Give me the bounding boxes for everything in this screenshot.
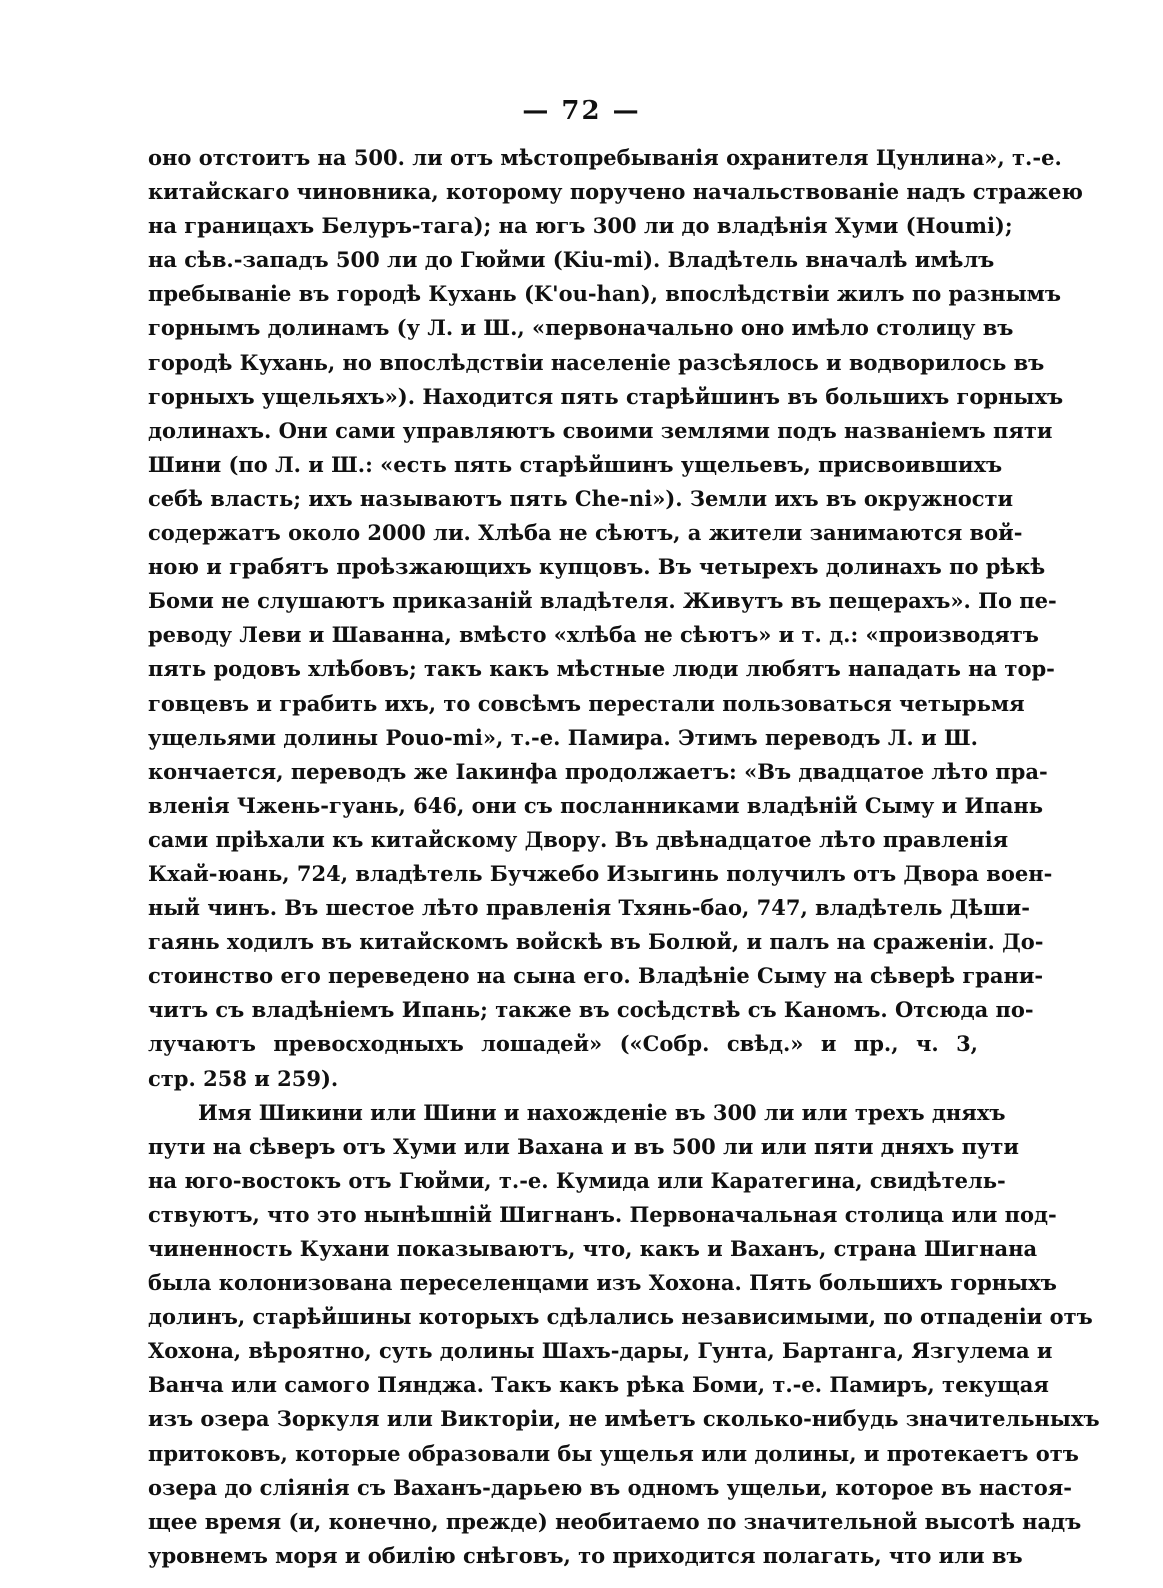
text-line: китайскаго чиновника, которому поручено начальствованіе надъ стражею xyxy=(148,179,1083,205)
text-line: была колонизована переселенцами изъ Хохона. Пять большихъ горныхъ xyxy=(148,1270,1057,1296)
text-line: долинахъ. Они сами управляютъ своими землями подъ названіемъ пяти xyxy=(148,417,1053,443)
text-line: на юго-востокъ отъ Гюйми, т.-е. Кумида или Каратегина, свидѣтель- xyxy=(148,1167,1006,1193)
text-line: себѣ власть; ихъ называютъ пять Che-ni»). Земли ихъ въ окружности xyxy=(148,485,1014,511)
text-line: Ванча или самого Пянджа. Такъ какъ рѣка Боми, т.-е. Памиръ, текущая xyxy=(148,1372,1049,1398)
text-line: озера до сліянія съ Ваханъ-дарьею въ одномъ ущельи, которое въ настоя- xyxy=(148,1474,1072,1500)
text-line: кончается, переводъ же Іакинфа продолжаетъ: «Въ двадцатое лѣто пра- xyxy=(148,758,1048,784)
paragraph-last-line: стр. 258 и 259). xyxy=(148,1065,339,1091)
text-line: городѣ Кухань, но впослѣдствіи населеніе разсѣялось и водворилось въ xyxy=(148,349,1045,375)
text-line: долинъ, старѣйшины которыхъ сдѣлались независимыми, по отпаденіи отъ xyxy=(148,1304,1093,1330)
text-line: гаянь ходилъ въ китайскомъ войскѣ въ Болюй, и палъ на сраженіи. До- xyxy=(148,929,1044,955)
text-line: пребываніе въ городѣ Кухань (K'ou-han), впослѣдствіи жилъ по разнымъ xyxy=(148,281,1061,307)
text-line: стоинство его переведено на сына его. Владѣніе Сыму на сѣверѣ грани- xyxy=(148,963,1044,989)
text-line: чиненность Кухани показываютъ, что, какъ и Ваханъ, страна Шигнана xyxy=(148,1236,1038,1261)
text-line: оно отстоитъ на 500. ли отъ мѣстопребыванія охранителя Цунлина», т.-е. xyxy=(148,145,1062,170)
text-line: ствуютъ, что это нынѣшній Шигнанъ. Первоначальная столица или под- xyxy=(148,1201,1057,1227)
page-number: — 72 — xyxy=(522,96,641,126)
text-line: притоковъ, которые образовали бы ущелья или долины, и протекаетъ отъ xyxy=(148,1440,1079,1466)
text-line: вленія Чжень-гуань, 646, они съ посланниками владѣній Сыму и Ипань xyxy=(148,792,1043,818)
text-line: пять родовъ хлѣбовъ; такъ какъ мѣстные люди любятъ нападать на тор- xyxy=(148,656,1055,682)
text-line: реводу Леви и Шаванна, вмѣсто «хлѣба не сѣютъ» и т. д.: «производятъ xyxy=(148,622,1039,648)
text-line: сами пріѣхали къ китайскому Двору. Въ двѣнадцатое лѣто правленія xyxy=(148,826,1009,852)
text-line: читъ съ владѣніемъ Ипань; также въ сосѣдствѣ съ Каномъ. Отсюда по- xyxy=(148,997,1034,1023)
text-line: ною и грабятъ проѣзжающихъ купцовъ. Въ четырехъ долинахъ по рѣкѣ xyxy=(148,554,1046,580)
text-line: щее время (и, конечно, прежде) необитаемо по значительной высотѣ надъ xyxy=(148,1508,1082,1534)
paragraph-first-line: Имя Шикини или Шини и нахожденіе въ 300 ли или трехъ дняхъ xyxy=(198,1099,1006,1125)
body-text xyxy=(148,141,1100,1573)
text-line: на сѣв.-западъ 500 ли до Гюйми (Kiu-mi). Владѣтель вначалѣ имѣлъ xyxy=(148,247,995,273)
text-line: изъ озера Зоркуля или Викторіи, не имѣетъ сколько-нибудь значительныхъ xyxy=(148,1406,1100,1432)
text-line: лучаютъ превосходныхъ лошадей» («Собр. свѣд.» и пр., ч. 3, xyxy=(148,1031,978,1057)
text-line: Боми не слушаютъ приказаній владѣтеля. Живутъ въ пещерахъ». По пе- xyxy=(148,588,1057,614)
text-line: горнымъ долинамъ (у Л. и Ш., «первоначально оно имѣло столицу въ xyxy=(148,315,1014,341)
text-line: ущельями долины Pouo-mi», т.-е. Памира. Этимъ переводъ Л. и Ш. xyxy=(148,724,978,750)
text-line: говцевъ и грабить ихъ, то совсѣмъ перестали пользоваться четырьмя xyxy=(148,690,1025,716)
text-line: Хохона, вѣроятно, суть долины Шахъ-дары, Гунта, Бартанга, Язгулема и xyxy=(148,1338,1053,1364)
text-line: горныхъ ущельяхъ»). Находится пять старѣйшинъ въ большихъ горныхъ xyxy=(148,383,1064,409)
text-line: пути на сѣверъ отъ Хуми или Вахана и въ 500 ли или пяти дняхъ пути xyxy=(148,1133,1019,1159)
text-line: содержатъ около 2000 ли. Хлѣба не сѣютъ, а жители занимаются вой- xyxy=(148,520,1023,546)
text-line: ный чинъ. Въ шестое лѣто правленія Тхянь-бао, 747, владѣтель Дѣши- xyxy=(148,895,1030,921)
text-line: на границахъ Белуръ-тага); на югъ 300 ли до владѣнія Хуми (Houmi); xyxy=(148,213,1013,239)
text-line: уровнемъ моря и обилію снѣговъ, то приходится полагать, что или въ xyxy=(148,1542,1023,1568)
text-line: Шини (по Л. и Ш.: «есть пять старѣйшинъ ущельевъ, присвоившихъ xyxy=(148,451,1003,477)
text-line: Кхай-юань, 724, владѣтель Бучжебо Изыгинь получилъ отъ Двора воен- xyxy=(148,860,1053,886)
